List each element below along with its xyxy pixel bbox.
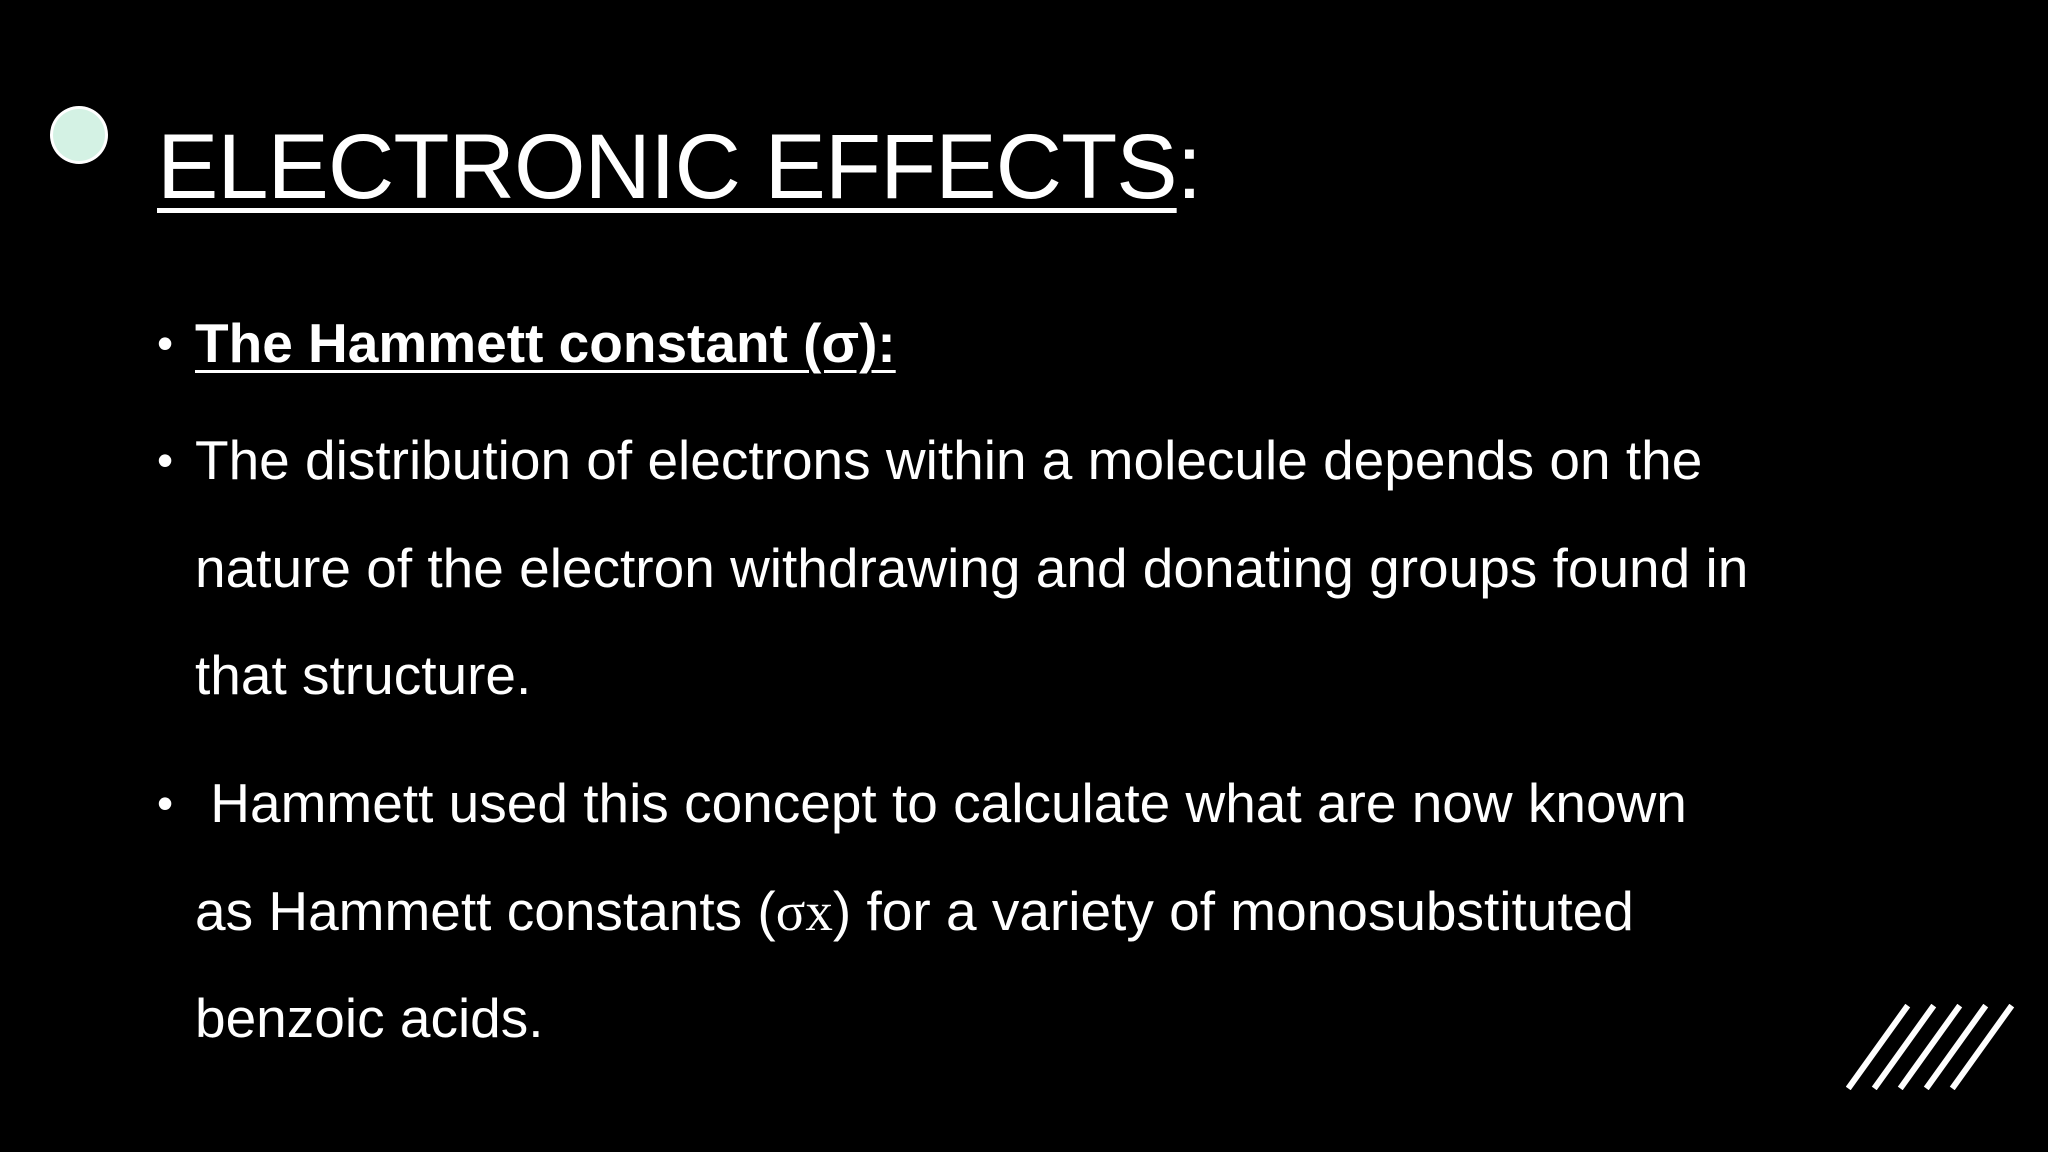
slide-title-colon: : bbox=[1176, 116, 1202, 218]
hammett-heading: The Hammett constant (σ): bbox=[195, 312, 896, 374]
sigma-x-symbol: σx bbox=[775, 881, 833, 942]
bullet-line: Hammett used this concept to calculate what are now known bbox=[195, 772, 1687, 834]
bullet-line: The distribution of electrons within a molecule depends on the bbox=[195, 429, 1703, 491]
bullet-line-with-sigma bbox=[195, 858, 1634, 965]
bullet-line-part: ) for a variety of monosubstituted bbox=[832, 880, 1634, 942]
bullet-line-part: as Hammett constants ( bbox=[195, 880, 776, 942]
slide-title bbox=[157, 112, 1201, 222]
diagonal-lines-icon bbox=[1846, 1004, 2016, 1090]
slide-title-text: ELECTRONIC EFFECTS bbox=[157, 116, 1177, 218]
bullet-line: nature of the electron withdrawing and donating groups found in bbox=[195, 537, 1749, 599]
bullet-marker: • bbox=[157, 434, 174, 486]
bullet-marker: • bbox=[157, 777, 174, 829]
bullet-marker: • bbox=[157, 317, 174, 369]
bullet-line: benzoic acids. bbox=[195, 987, 544, 1049]
circle-accent-icon bbox=[53, 109, 105, 161]
bullet-line: that structure. bbox=[195, 644, 532, 706]
